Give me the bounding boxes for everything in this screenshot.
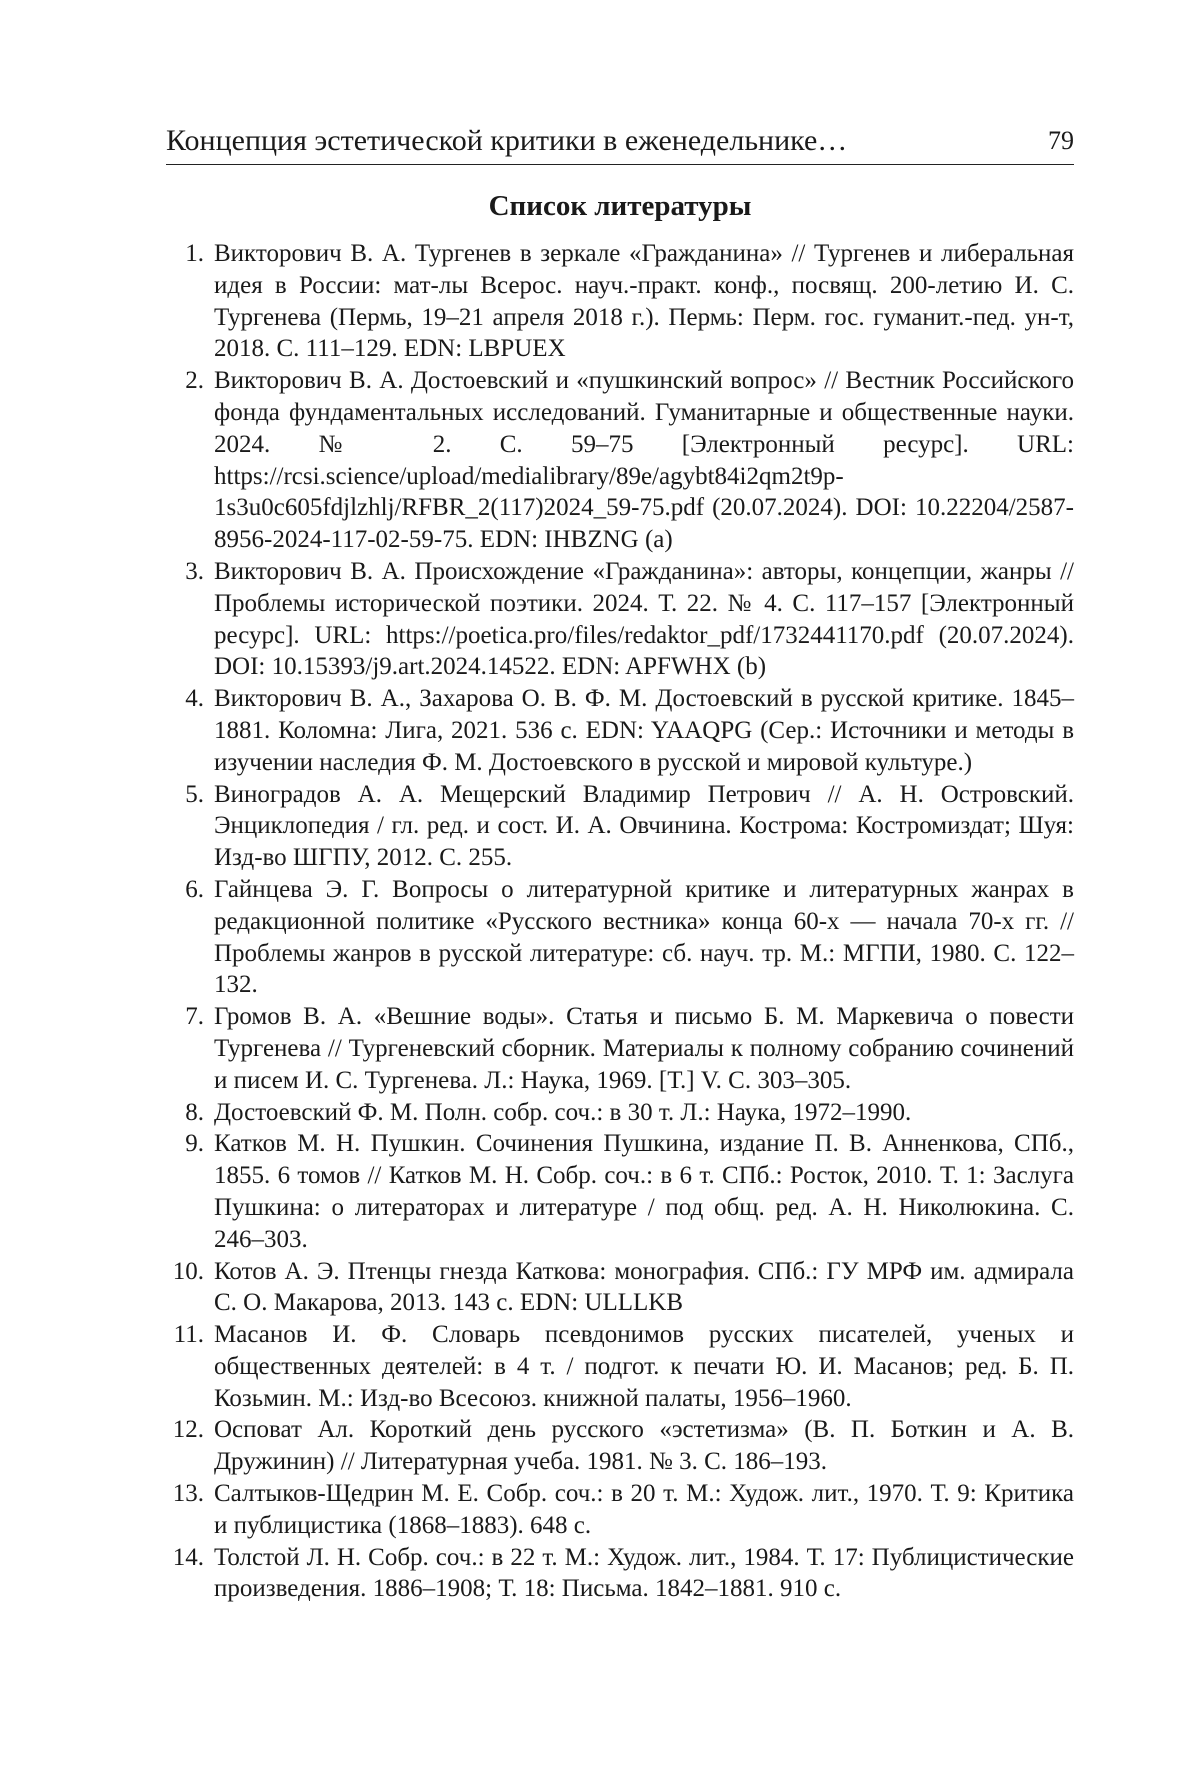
reference-item (166, 874, 1074, 1001)
reference-text: Викторович В. А. Тургенев в зеркале «Гражданина» // Тургенев и либеральная идея в России: мат-лы Всерос. науч.-практ. конф., посвящ. 200-летию И. С. Тургенева (Пермь, 19–21 апреля 2018 г.). Пермь: Перм. гос. гуманит.-пед. ун-т, 2018. С. 111–129. EDN: LBPUEX (214, 240, 1074, 363)
reference-text: Викторович В. А. Происхождение «Гражданина»: авторы, концепции, жанры // Проблемы исторической поэтики. 2024. Т. 22. № 4. С. 117–157 [Электронный ресурс]. URL: https://poetica.pro/files/redaktor_pdf/1732441170.pdf (20.07.2024). DOI: 10.15393/j9.art.2024.14522. EDN: APFWHX (b) (214, 557, 1074, 681)
reference-item (166, 1128, 1074, 1255)
running-header (166, 120, 1074, 165)
reference-number: 14. (172, 1543, 204, 1571)
reference-number: 2. (185, 367, 204, 395)
reference-number: 13. (172, 1480, 204, 1508)
reference-list (166, 238, 1074, 1605)
reference-text: Виноградов А. А. Мещерский Владимир Петрович // А. Н. Островский. Энциклопедия / гл. ред. и сост. И. А. Овчинина. Кострома: Костромиздат; Шуя: Изд-во ШГПУ, 2012. С. 255. (214, 780, 1074, 872)
reference-text: Котов А. Э. Птенцы гнезда Каткова: монография. СПб.: ГУ МРФ им. адмирала С. О. Макарова, 2013. 143 с. EDN: ULLLKB (214, 1257, 1074, 1317)
reference-text: Катков М. Н. Пушкин. Сочинения Пушкина, издание П. В. Анненкова, СПб., 1855. 6 томов // Катков М. Н. Собр. соч.: в 6 т. СПб.: Росток, 2010. Т. 1: Заслуга Пушкина: о литераторах и литературе / под общ. ред. А. Н. Николюкина. С. 246–303. (214, 1130, 1074, 1253)
reference-item (166, 1414, 1074, 1478)
reference-number: 10. (172, 1257, 204, 1285)
reference-item (166, 683, 1074, 778)
reference-text: Викторович В. А., Захарова О. В. Ф. М. Достоевский в русской критике. 1845–1881. Коломна: Лига, 2021. 536 с. EDN: YAAQPG (Сер.: Источники и методы в изучении наследия Ф. М. Достоевского в русской и мировой культуре.) (214, 685, 1074, 776)
reference-item (166, 1001, 1074, 1096)
reference-item (166, 365, 1074, 556)
reference-number: 3. (185, 557, 204, 585)
reference-text: Достоевский Ф. М. Полн. собр. соч.: в 30 т. Л.: Наука, 1972–1990. (214, 1098, 912, 1126)
reference-item (166, 1542, 1074, 1606)
reference-text: Осповат Ал. Короткий день русского «эстетизма» (В. П. Боткин и А. В. Дружинин) // Литературная учеба. 1981. № 3. С. 186–193. (214, 1416, 1074, 1476)
reference-text: Гайнцева Э. Г. Вопросы о литературной критике и литературных жанрах в редакционной политике «Русского вестника» конца 60-х — начала 70-х гг. // Проблемы жанров в русской литературе: сб. науч. тр. М.: МГПИ, 1980. С. 122–132. (214, 875, 1074, 999)
reference-number: 9. (185, 1130, 204, 1158)
reference-item (166, 1097, 1074, 1129)
reference-item (166, 556, 1074, 683)
reference-text: Масанов И. Ф. Словарь псевдонимов русских писателей, ученых и общественных деятелей: в 4 т. / подгот. к печати Ю. И. Масанов; ред. Б. П. Козьмин. М.: Изд-во Всесоюз. книжной палаты, 1956–1960. (214, 1321, 1074, 1412)
page-number: 79 (1048, 126, 1074, 155)
reference-text: Викторович В. А. Достоевский и «пушкинский вопрос» // Вестник Российского фонда фундаментальных исследований. Гуманитарные и общественные науки. 2024. № 2. С. 59–75 [Электронный ресурс]. URL: https://rcsi.science/upload/medialibrary/89e/agybt84i2qm2t9p-1s3u0c605fdjlzhlj/RFBR_2(117)2024_59-75.pdf (20.07.2024). DOI: 10.22204/2587-8956-2024-117-02-59-75. EDN: IHBZNG (a) (214, 367, 1074, 554)
running-header-title: Концепция эстетической критики в еженедельнике… (166, 124, 848, 157)
reference-number: 8. (185, 1098, 204, 1126)
reference-number: 11. (173, 1321, 204, 1349)
reference-text: Громов В. А. «Вешние воды». Статья и письмо Б. М. Маркевича о повести Тургенева // Тургеневский сборник. Материалы к полному собранию сочинений и писем И. С. Тургенева. Л.: Наука, 1969. [Т.] V. С. 303–305. (214, 1003, 1074, 1094)
reference-number: 6. (185, 875, 204, 903)
reference-item (166, 1319, 1074, 1414)
reference-item (166, 779, 1074, 874)
section-title: Список литературы (488, 190, 752, 222)
reference-text: Толстой Л. Н. Собр. соч.: в 22 т. М.: Худож. лит., 1984. Т. 17: Публицистические произведения. 1886–1908; Т. 18: Письма. 1842–1881. 910 с. (214, 1543, 1074, 1603)
reference-item (166, 238, 1074, 365)
reference-item (166, 1256, 1074, 1320)
reference-number: 1. (185, 240, 204, 267)
reference-number: 5. (185, 780, 204, 808)
reference-number: 7. (185, 1003, 204, 1031)
reference-item (166, 1478, 1074, 1542)
reference-text: Салтыков-Щедрин М. Е. Собр. соч.: в 20 т. М.: Худож. лит., 1970. Т. 9: Критика и публицистика (1868–1883). 648 с. (214, 1480, 1074, 1539)
reference-number: 4. (185, 685, 204, 713)
reference-number: 12. (172, 1416, 204, 1444)
